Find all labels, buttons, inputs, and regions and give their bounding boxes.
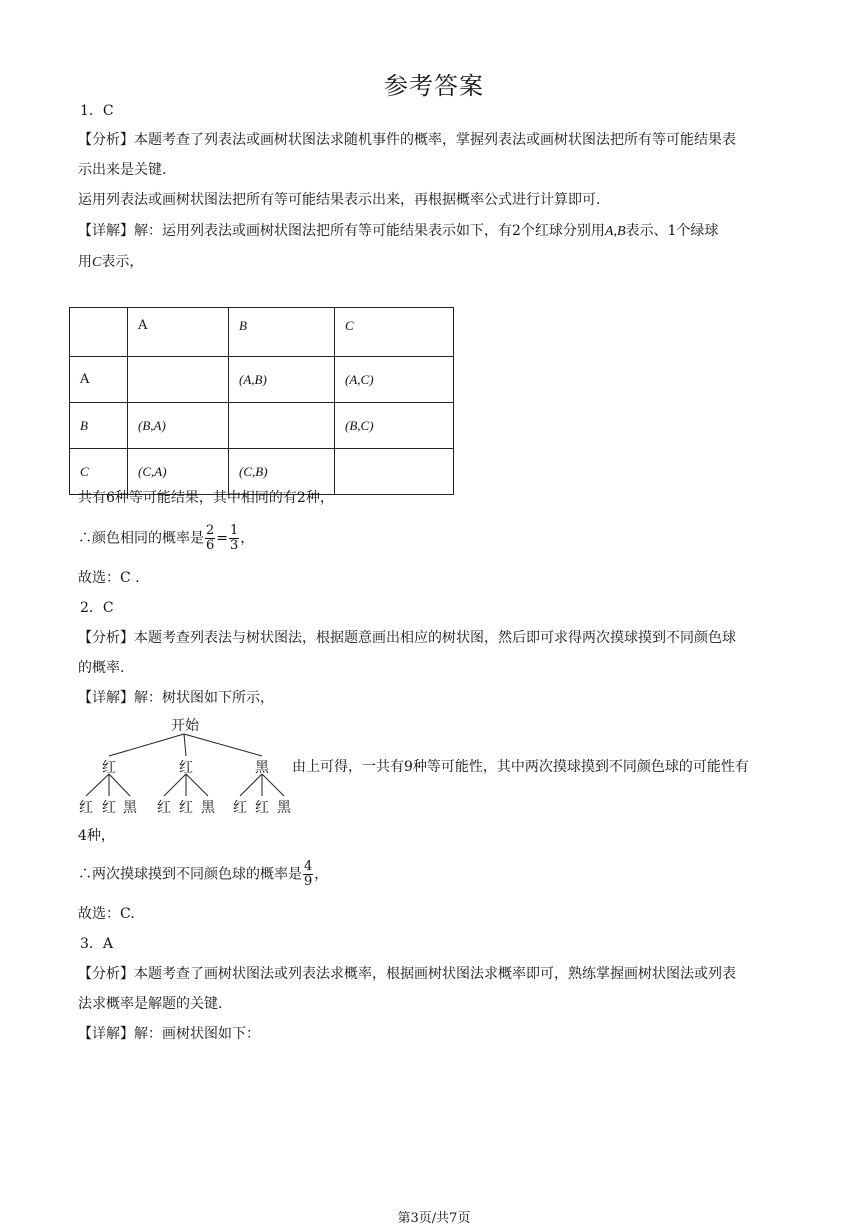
q1-detail-line1 [78,221,718,242]
fraction-4-9 [303,860,313,889]
q1-detail-variables: A,B [604,224,626,239]
tree-node-l2: 黑 [201,800,215,816]
q2-answer: 2．C [80,600,114,616]
fraction-denominator: 9 [304,874,313,889]
fraction-numerator: 4 [304,859,313,874]
q2-analysis-line1: 【分析】本题考查列表法与树状图法，根据题意画出相应的树状图，然后即可求得两次摸球摸到不同颜色球 [78,630,736,646]
table-cell-value: (C,A) [138,463,167,479]
q3-detail: 【详解】解：画树状图如下： [78,1026,260,1042]
q1-probability-line [78,524,254,553]
q1-detail-line2 [78,252,143,273]
table-header-var: B [239,318,247,333]
tree-node-l2: 黑 [277,800,291,816]
q2-side-text: 由上可得，一共有9种等可能性，其中两次摸球摸到不同颜色球的可能性有 [292,759,749,775]
q2-choice: 故选：C. [78,906,135,922]
q1-detail2-variable: C [92,255,102,270]
q1-choice: 故选：C . [78,570,140,586]
table-header-cell [335,308,454,357]
q1-prob-text-end: ， [240,530,255,547]
tree-node-l1: 红 [179,760,193,776]
q2-probability-line [78,860,328,889]
q3-answer: 3．A [80,936,114,952]
table-cell [229,357,335,403]
fraction-denominator: 6 [206,538,215,553]
q1-detail-text-2: 表示、1个绿球 [625,223,719,239]
q1-detail2-text-2: 表示， [101,254,144,270]
table-cell-value: (B,A) [138,417,166,433]
q3-analysis-line1: 【分析】本题考查了画树状图法或列表法求概率，根据画树状图法求概率即可，熟练掌握画树状图法或列表 [78,966,736,982]
page-footer: 第3页/共7页 [397,1211,471,1226]
outcome-table [69,307,454,495]
table-row-var: C [80,463,89,479]
table-row-label [70,403,128,449]
table-row-var: B [80,417,88,433]
table-cell [70,308,128,357]
table-row [70,403,454,449]
q1-detail-text: 【详解】解：运用列表法或画树状图法把所有等可能结果表示如下，有2个红球分别用 [78,223,605,239]
tree-node-l1: 红 [102,760,116,776]
q1-analysis-line1: 【分析】本题考查了列表法或画树状图法求随机事件的概率，掌握列表法或画树状图法把所有等可能结果表 [78,132,736,148]
tree-node-l2: 红 [102,800,116,816]
tree-node-l2: 红 [157,800,171,816]
q2-analysis-line2: 的概率. [78,660,125,676]
q3-analysis-line2: 法求概率是解题的关键. [78,996,223,1012]
table-cell-value: (B,C) [345,417,374,433]
q1-answer: 1．C [80,103,114,119]
table-row [70,357,454,403]
table-cell-value: (C,B) [239,463,268,479]
table-cell [335,357,454,403]
q1-analysis-line2: 示出来是关键. [78,162,167,178]
tree-node-l1: 黑 [255,760,269,776]
q2-prob-text: ∴两次摸球摸到不同颜色球的概率是 [78,866,302,883]
q1-detail2-text: 用 [78,254,92,270]
q1-prob-text: ∴颜色相同的概率是 [78,530,204,547]
q2-cont: 4种， [78,828,115,844]
table-cell [335,449,454,495]
fraction-denominator: 3 [230,538,239,553]
q2-detail: 【详解】解：树状图如下所示， [78,690,274,706]
q1-result-count: 共有6种等可能结果，其中相同的有2种， [78,490,334,506]
tree-node-l2: 红 [179,800,193,816]
fraction-1-3 [229,524,239,553]
fraction-numerator: 1 [230,523,239,538]
fraction-numerator: 2 [206,523,215,538]
table-cell [229,403,335,449]
table-header-row [70,308,454,357]
q1-analysis-line3: 运用列表法或画树状图法把所有等可能结果表示出来，再根据概率公式进行计算即可. [78,192,601,208]
page-title: 参考答案 [384,72,484,100]
table-cell [335,403,454,449]
table-header-cell [229,308,335,357]
tree-node-l2: 红 [255,800,269,816]
fraction-2-6 [205,524,215,553]
table-cell-value: (A,C) [345,371,374,387]
tree-root: 开始 [171,718,199,734]
tree-diagram [74,712,300,820]
tree-node-l2: 红 [79,800,93,816]
table-row-label: A [70,357,128,403]
table-cell [128,403,229,449]
table-cell-value: (A,B) [239,371,267,387]
tree-node-l2: 黑 [123,800,137,816]
table-header-cell: A [128,308,229,357]
equals-sign: = [216,530,229,547]
table-cell [128,357,229,403]
table-header-var: C [345,318,354,333]
tree-node-l2: 红 [233,800,247,816]
q2-prob-text-end: ， [314,866,329,883]
